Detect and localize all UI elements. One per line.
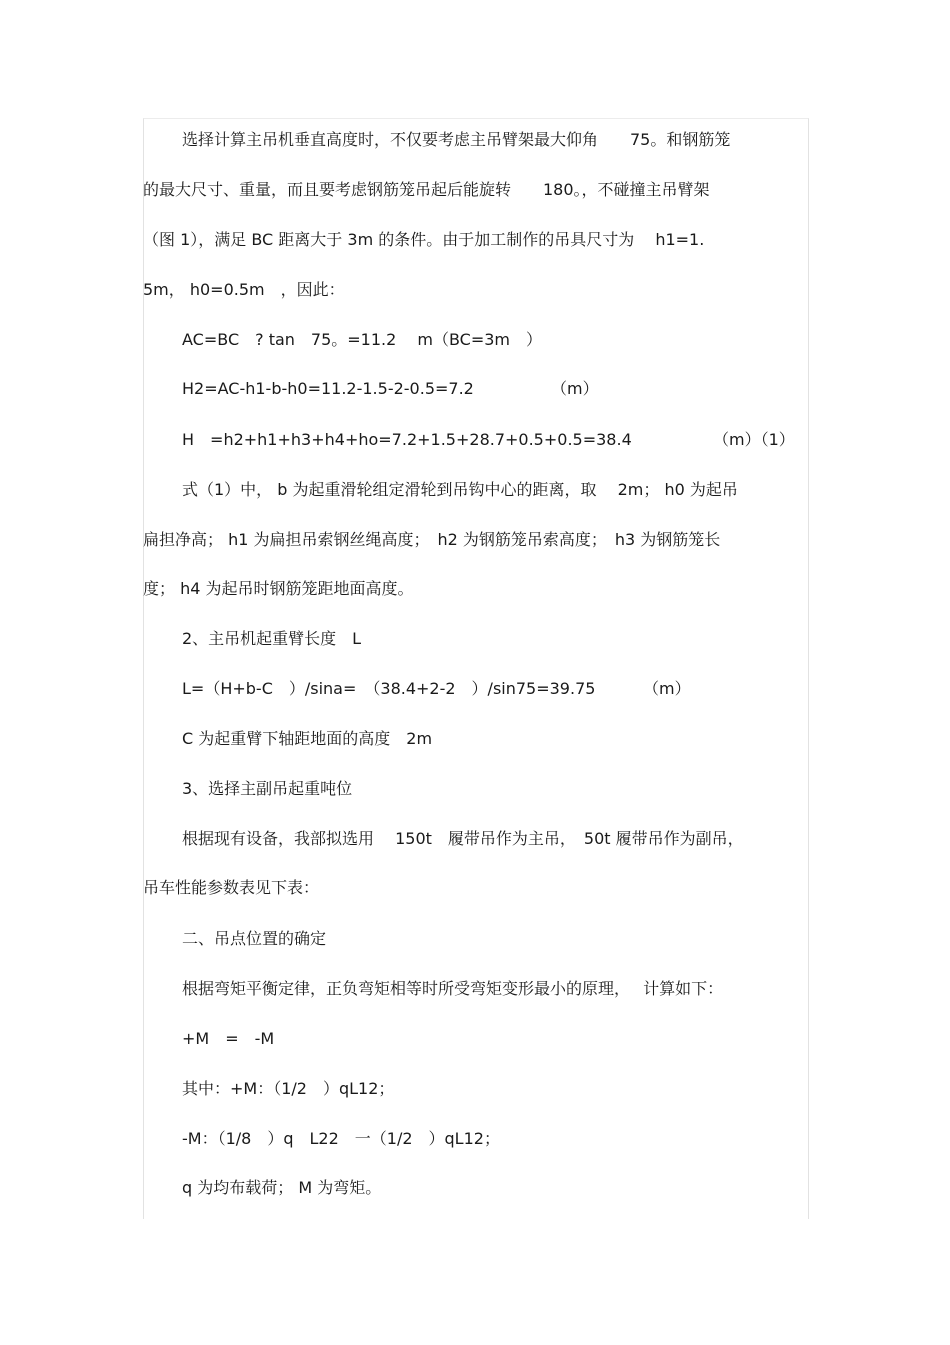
section-heading-3: 3、选择主副吊起重吨位 [182,779,353,798]
formula-h2: H2=AC-h1-b-h0=11.2-1.5-2-0.5=7.2 [182,379,474,398]
formula-negative-moment: -M：（1/8 ）q L22 一（1/2 ）qL12； [182,1129,500,1148]
paragraph-line-16: 吊车性能参数表见下表： [143,878,320,897]
section-heading-lifting-points: 二、吊点位置的确定 [182,929,327,948]
paragraph-line-4: 5m， h0=0.5m ，因此： [143,280,345,299]
paragraph-line-18: 根据弯矩平衡定律，正负弯矩相等时所受弯矩变形最小的原理， 计算如下： [182,979,724,998]
paragraph-line-15: 根据现有设备，我部拟选用 150t 履带吊作为主吊， 50t 履带吊作为副吊， [182,829,744,848]
paragraph-line-3: （图 1），满足 BC 距离大于 3m 的条件。由于加工制作的吊具尺寸为 h1=1. [143,230,705,249]
paragraph-line-10: 度； h4 为起吊时钢筋笼距地面高度。 [143,579,414,598]
paragraph-line-1: 选择计算主吊机垂直高度时，不仅要考虑主吊臂架最大仰角 75。和钢筋笼 [182,130,731,149]
formula-h2-unit: （m） [551,379,599,398]
formula-ac: AC=BC ? tan 75。=11.2 m（BC=3m ） [182,330,543,349]
paragraph-line-9: 扁担净高； h1 为扁担吊索钢丝绳高度； h2 为钢筋笼吊索高度； h3 为钢筋笼长 [143,530,721,549]
formula-h: H =h2+h1+h3+h4+ho=7.2+1.5+28.7+0.5+0.5=38.4 [182,430,632,449]
formula-moment-balance: +M = -M [182,1029,275,1048]
paragraph-line-2: 的最大尺寸、重量，而且要考虑钢筋笼吊起后能旋转 180。，不碰撞主吊臂架 [143,180,710,199]
paragraph-line-13: C 为起重臂下轴距地面的高度 2m [182,729,433,748]
formula-h-unit: （m）（1） [713,430,795,449]
formula-l: L=（H+b-C ）/sina= （38.4+2-2 ）/sin75=39.75 [182,679,596,698]
paragraph-line-22: q 为均布载荷； M 为弯矩。 [182,1178,382,1197]
formula-positive-moment: 其中：+M：（1/2 ）qL12； [182,1079,395,1098]
formula-l-unit: （m） [643,679,691,698]
paragraph-line-8: 式（1）中， b 为起重滑轮组定滑轮到吊钩中心的距离，取 2m； h0 为起吊 [182,480,738,499]
section-heading-2: 2、主吊机起重臂长度 L [182,629,362,648]
